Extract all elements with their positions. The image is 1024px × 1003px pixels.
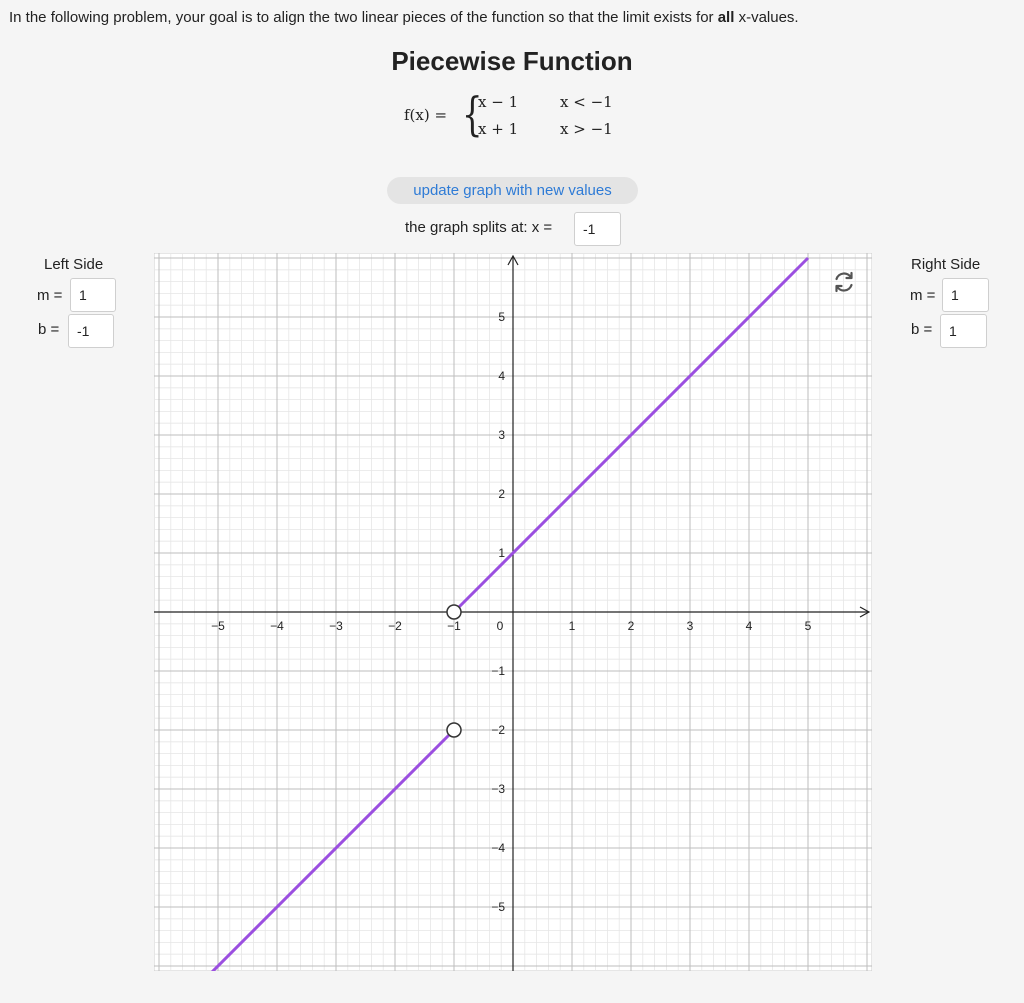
- split-label: the graph splits at: x =: [405, 219, 553, 236]
- right-b-input[interactable]: [940, 314, 987, 348]
- open-point: [447, 723, 461, 737]
- origin-label: 0: [496, 619, 504, 633]
- instructions: [9, 9, 799, 26]
- y-tick-label: 5: [498, 310, 505, 324]
- update-graph-button[interactable]: update graph with new values: [387, 177, 638, 204]
- x-tick-label: 3: [686, 619, 694, 633]
- page-title: Piecewise Function: [391, 46, 633, 76]
- y-tick-label: 2: [498, 487, 505, 501]
- left-m-label: m =: [37, 287, 63, 304]
- open-point: [447, 605, 461, 619]
- y-tick-label: −4: [491, 841, 505, 855]
- formula-lhs: f(x) =: [404, 106, 448, 124]
- right-m-input[interactable]: [942, 278, 989, 312]
- refresh-icon[interactable]: [830, 268, 858, 296]
- piecewise-formula: [400, 87, 640, 146]
- left-m-input[interactable]: [70, 278, 116, 312]
- right-b-label: b =: [911, 321, 933, 338]
- x-tick-label: 5: [804, 619, 812, 633]
- left-side-title: Left Side: [44, 256, 104, 273]
- y-tick-label: 1: [498, 546, 505, 560]
- formula-condition-1: x < −1: [560, 93, 613, 111]
- left-b-input[interactable]: [68, 314, 114, 348]
- formula-condition-2: x > −1: [560, 120, 613, 138]
- instructions-bold: all: [717, 9, 735, 26]
- x-tick-label: 2: [627, 619, 635, 633]
- formula-piece-1: x − 1: [478, 93, 519, 111]
- formula-brace: {: [462, 87, 483, 141]
- y-tick-label: −3: [491, 782, 505, 796]
- y-tick-label: −1: [491, 664, 505, 678]
- y-tick-label: 3: [498, 428, 505, 442]
- y-tick-label: 4: [498, 369, 505, 383]
- y-tick-label: −2: [491, 723, 505, 737]
- x-tick-label: −4: [270, 619, 284, 633]
- function-graph[interactable]: [154, 253, 872, 971]
- right-side-title: Right Side: [911, 256, 981, 273]
- x-tick-label: 1: [568, 619, 576, 633]
- formula-piece-2: x + 1: [478, 120, 519, 138]
- split-x-input[interactable]: [574, 212, 621, 246]
- right-m-label: m =: [910, 287, 936, 304]
- x-tick-label: −1: [447, 619, 461, 633]
- x-tick-label: 4: [745, 619, 753, 633]
- y-tick-label: −5: [491, 900, 505, 914]
- left-b-label: b =: [38, 321, 60, 338]
- instructions-text-end: x-values.: [734, 9, 799, 26]
- x-tick-label: −3: [329, 619, 343, 633]
- x-tick-label: −5: [211, 619, 225, 633]
- x-tick-label: −2: [388, 619, 402, 633]
- instructions-text: In the following problem, your goal is to align the two linear pieces of the function so that the limit exists for: [9, 9, 718, 26]
